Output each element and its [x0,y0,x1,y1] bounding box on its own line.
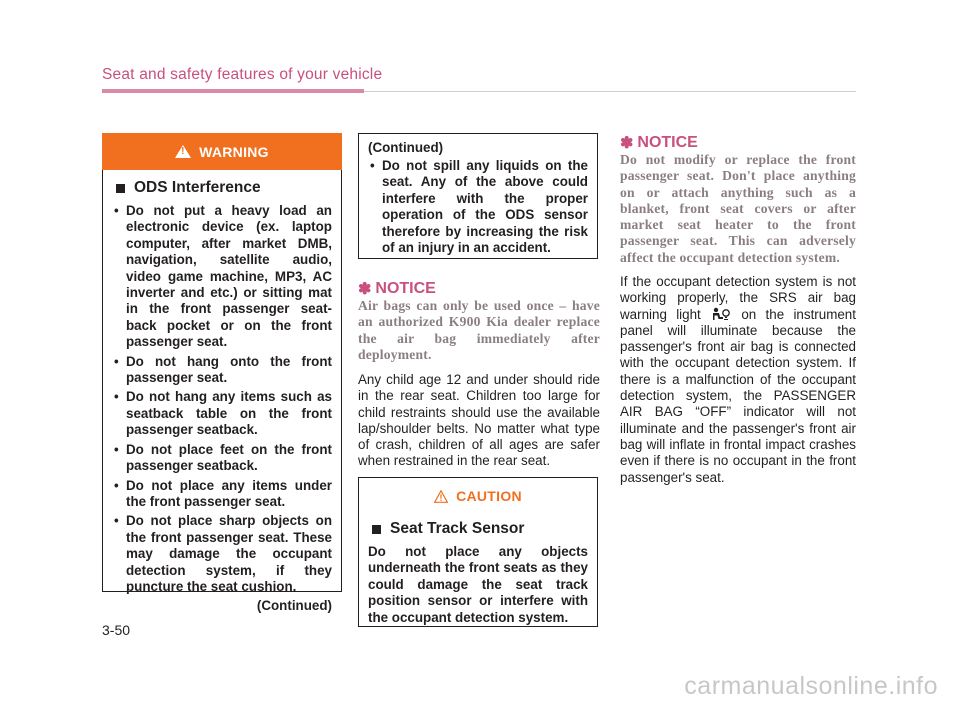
warning-label: WARNING [199,143,269,160]
continued-box [358,133,598,259]
warning-box [102,133,342,614]
header-accent-bar [102,89,364,93]
list-item: • Do not spill any liquids on the seat. Any of the above could interfere with the proper operation of the ODS sensor therefore by increasing the risk of an injury in an accident. [368,158,588,256]
warning-subheading: ODS Interference [116,179,332,197]
list-item: • Do not place feet on the front passenger seatback. [112,442,332,475]
list-item: • Do not hang onto the front passenger seat. [112,354,332,387]
notice-heading-right: ✽ NOTICE [620,134,698,152]
caution-triangle-icon [434,490,448,503]
caution-subheading: Seat Track Sensor [372,520,588,538]
list-item: • Do not place sharp objects on the front passenger seat. These may damage the occupant detection system, if they puncture the seat cushion. [112,513,332,595]
caution-box [358,477,598,627]
ods-paragraph: If the occupant detection system is not working properly, the SRS air bag warning light on the instrument panel will illuminate because the passenger's front air bag is connected with the occupant detection system. If there is a malfunction of the occupant detection system, the PASSENGER AIR BAG “OFF” indicator will not illuminate and the passenger's front air bag will inflate in frontal impact crashes even if there is no occupant in the front passenger's seat. [620,274,856,485]
notice-heading: ✽ NOTICE [358,280,436,298]
page-number: 3-50 [102,622,131,638]
square-bullet-icon [116,184,125,193]
notice-body: Air bags can only be used once – have an authorized K900 Kia dealer replace the air bag immediately after deployment. [358,298,600,362]
header-divider [364,91,856,92]
warning-header [102,133,342,170]
continued-heading: (Continued) [368,140,444,155]
list-item: • Do not place any items under the front passenger seat. [112,478,332,511]
list-item: • Do not hang any items such as seatback table on the front passenger seatback. [112,389,332,438]
warning-triangle-icon [175,145,191,158]
airbag-warning-icon [710,307,732,321]
caution-body: Do not place any objects underneath the front seats as they could damage the seat track position sensor or interfere with the occupant detection system. [368,544,588,625]
continued-label: (Continued) [256,598,332,614]
continued-list [368,158,588,256]
caution-header [359,478,597,514]
square-bullet-icon [372,525,381,534]
warning-list [112,203,332,595]
notice-star-icon: ✽ [358,281,372,298]
section-title: Seat and safety features of your vehicle [102,66,383,83]
child-safety-paragraph: Any child age 12 and under should ride in the rear seat. Children too large for child restraints should use the available lap/shoulder belts. No matter what type of crash, children of all ages are safer when restrained in the rear seat. [358,372,600,469]
caution-label: CAUTION [456,488,522,504]
watermark: carmanualsonline.info [684,672,938,700]
list-item: • Do not put a heavy load an electronic device (ex. laptop computer, after market DMB, navigation, satellite audio, video game machine, MP3, AC inverter and etc.) or sitting mat in the front passenger seat-back pocket or on the front passenger seat. [112,203,332,351]
notice-star-icon: ✽ [620,135,634,152]
notice-body-right: Do not modify or replace the front passenger seat. Don't place anything on or attach anything such as a blanket, front seat covers or after market seat heater to the front passenger seat. This can adversely affect the occupant detection system. [620,152,856,265]
